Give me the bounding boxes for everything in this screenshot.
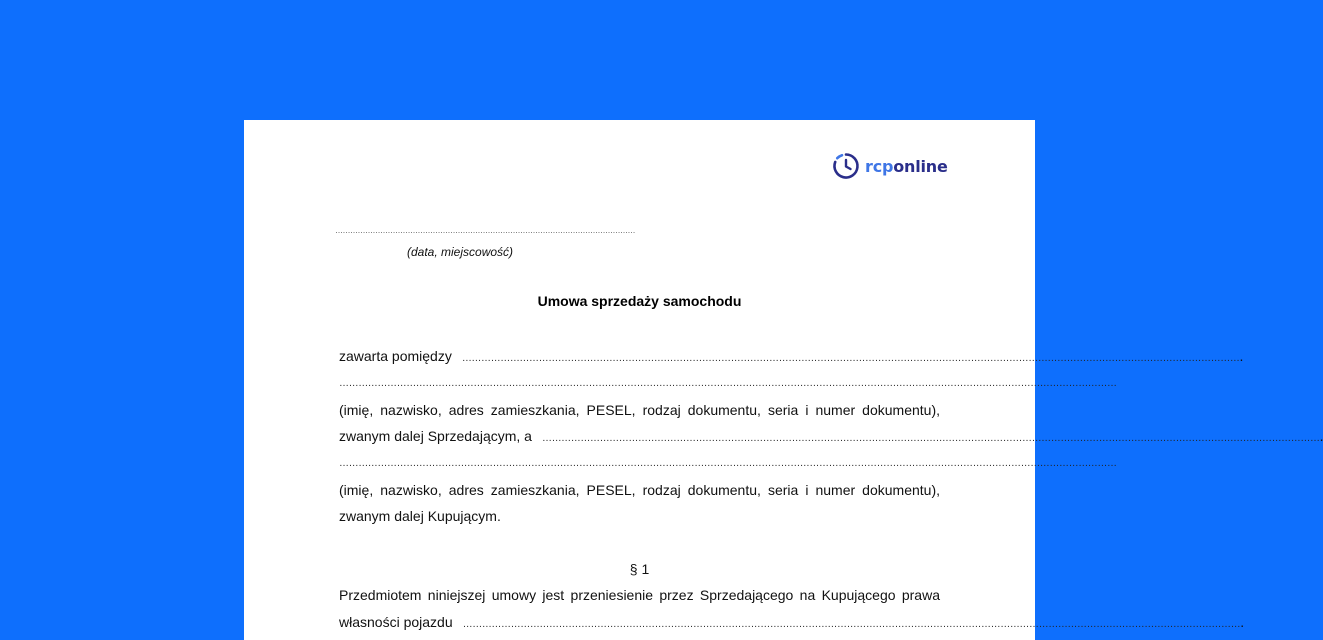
parties-line-2 [339,373,1117,395]
buyer-details-caption: (imię, nazwisko, adres zamieszkania, PESEL, rodzaj dokumentu, seria i numer dokumentu), [339,482,940,498]
rcponline-logo [832,150,948,182]
seller-label: zwanym dalej Sprzedającym, a [339,428,532,444]
section-1-heading: § 1 [629,561,650,577]
seller-details-dots: ……………………………………………………………………………………………………………………………………………………………………………………………………………………… [339,378,1117,389]
date-place-caption: (data, miejscowość) [407,245,514,259]
parties-line-4 [339,425,1320,447]
parties-line-1 [339,345,1244,367]
section-1-line-2 [339,611,1245,633]
contract-subject-text: Przedmiotem niniejszej umowy jest przeniesienie przez Sprzedającego na Kupującego prawa [339,587,940,603]
parties-line-6 [339,479,940,501]
clock-icon [832,152,860,180]
seller-name-dots: ……………………………………………………………………………………………………………………………………………………………………………………………………………………… [461,353,1240,364]
parties-line-3 [339,399,940,421]
vehicle-details-dots: ……………………………………………………………………………………………………………………………………………………………………………………………………………………… [462,619,1241,630]
logo-wordmark: rcponline [865,156,948,176]
date-place-dots: ………………………………………………………………………………………………………… [335,226,635,235]
line-end-dot: . [1239,348,1244,364]
parties-line-5 [339,453,1117,475]
section-heading-line [339,558,940,580]
document-page [244,120,1320,640]
line-end-dot [1320,425,1323,447]
buyer-name-dots: ……………………………………………………………………………………………………………………………………………………………………………………………………………………… [541,433,1320,444]
buyer-details-dots: ……………………………………………………………………………………………………………………………………………………………………………………………………………………… [339,458,1117,469]
section-1-line-1 [339,584,940,606]
vehicle-ownership-label: własności pojazdu [339,614,453,630]
line-end-dot: . [1240,614,1245,630]
document-title: Umowa sprzedaży samochodu [537,293,742,309]
parties-line-7 [339,505,940,527]
between-label: zawarta pomiędzy [339,348,452,364]
seller-details-caption: (imię, nazwisko, adres zamieszkania, PESEL, rodzaj dokumentu, seria i numer dokumentu), [339,402,940,418]
buyer-label: zwanym dalej Kupującym. [339,508,501,524]
